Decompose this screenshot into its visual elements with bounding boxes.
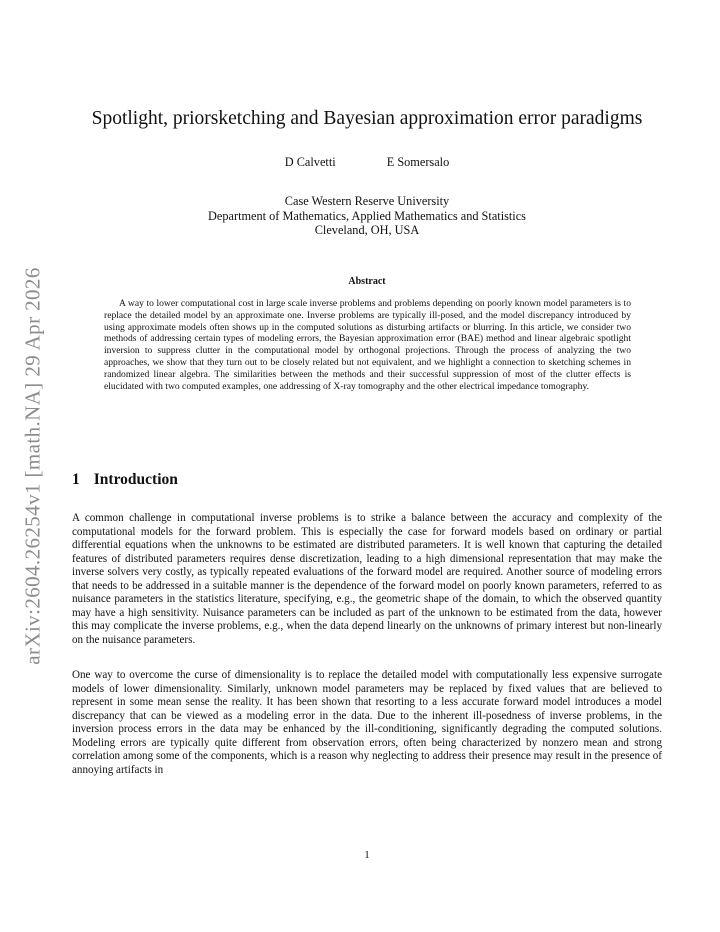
author-name: D Calvetti <box>284 155 336 169</box>
affiliation-location: Cleveland, OH, USA <box>314 223 420 237</box>
author-name: E Somersalo <box>386 155 450 169</box>
abstract-heading: Abstract <box>348 276 386 287</box>
affiliation-department: Department of Mathematics, Applied Mathematics and Statistics <box>208 208 526 223</box>
author-list <box>0 155 720 170</box>
section-number: 1 <box>72 471 80 488</box>
section-heading <box>72 471 178 489</box>
paper-title: Spotlight, priorsketching and Bayesian approximation error paradigms <box>91 108 643 129</box>
page-number: 1 <box>364 849 370 861</box>
body-paragraph: One way to overcome the curse of dimensionality is to replace the detailed model with computationally less expensive surrogate models of lower dimensionality. Similarly, unknown model parameters may be replaced by fixed values that are believed to represent in some mean sense the reality. It has been shown that resorting to a less accurate forward model introduces a model discrepancy that can be viewed as a modeling error in the data. Due to the inherent ill-posedness of inverse problems, in the inversion process errors in the data may be enhanced by the ill-conditioning, significantly degrading the computed solutions. Modeling errors are typically quite different from observation errors, often being characterized by nonzero mean and strong correlation among some of the components, which is a reason why neglecting to address their presence may result in the presence of annoying artifacts in <box>72 669 662 776</box>
affiliation-block <box>0 194 720 238</box>
arxiv-identifier-stamp: arXiv:2604.26254v1 [math.NA] 29 Apr 2026 <box>20 267 45 665</box>
affiliation-university: Case Western Reserve University <box>284 194 450 208</box>
abstract-text: A way to lower computational cost in large scale inverse problems and problems depending on poorly known model parameters is to replace the detailed model by an approximate one. Inverse problems are typically ill-posed, and the model discrepancy introduced by using approximate models often shows up in the computed solutions as disturbing artifacts or blurring. In this article, we consider two methods of addressing certain types of modeling errors, the Bayesian approximation error (BAE) method and linear algebraic spotlight inversion to suppress clutter in the computational model by orthogonal projections. Through the process of analyzing the two approaches, we show that they turn out to be closely related but not equivalent, and we highlight a connection to sketching schemes in randomized linear algebra. The similarities between the methods and their successful suppression of most of the clutter effects is elucidated with two computed examples, one addressing of X-ray tomography and the other electrical impedance tomography. <box>104 298 631 392</box>
section-title: Introduction <box>93 471 178 488</box>
body-paragraph: A common challenge in computational inverse problems is to strike a balance between the accuracy and complexity of the computational models for the forward problem. This is especially the case for forward models based on ordinary or partial differential equations when the unknowns to be estimated are distributed parameters. It is well known that capturing the detailed features of distributed parameters requires dense discretization, leading to a high dimensional representation that may make the inverse solvers very costly, as typically repeated evaluations of the forward model are required. Another source of modeling errors that needs to be addressed in a suitable manner is the dependence of the forward model on poorly known parameters, referred to as nuisance parameters in the statistics literature, specifying, e.g., the geometric shape of the domain, to which the observed quantity may have a high sensitivity. Nuisance parameters can be included as part of the unknown to be estimated from the data, however this may complicate the inverse problems, e.g., when the data depend linearly on the unknowns of primary interest but non-linearly on the nuisance parameters. <box>72 512 662 646</box>
